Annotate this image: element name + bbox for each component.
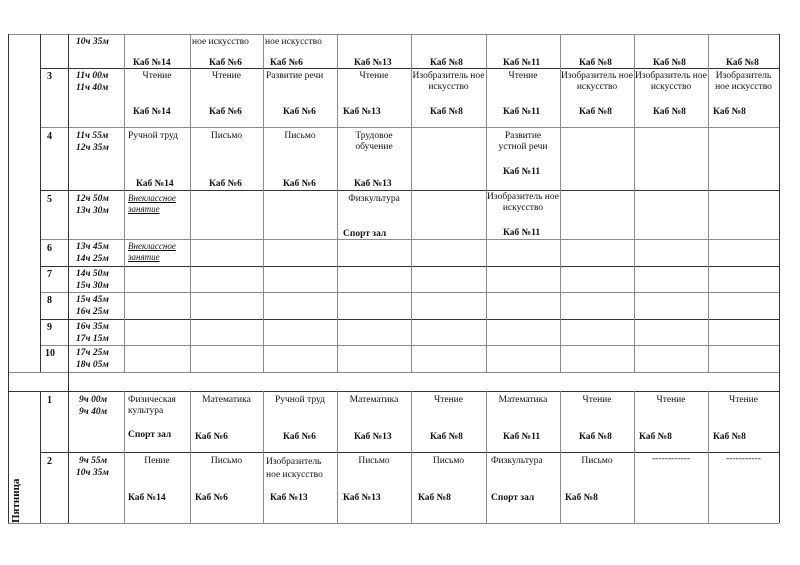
room-label: Каб №6 (283, 432, 316, 442)
subject-label: Письмо (432, 456, 465, 466)
lesson-time: 17ч 15м (76, 334, 109, 344)
row-divider (40, 190, 779, 191)
lesson-time: 9ч 40м (79, 407, 108, 417)
room-label: Каб №8 (430, 107, 463, 117)
lesson-time: 11ч 55м (76, 131, 109, 141)
subject-label: Трудовое обучение (355, 131, 393, 152)
subject-label: Чтение (359, 71, 389, 81)
lesson-number: 9 (47, 322, 52, 333)
subject-label: Чтение (434, 395, 463, 405)
lesson-number: 8 (47, 295, 52, 306)
subject-label: Развитие речи (266, 71, 324, 81)
subject-label: Письмо (284, 131, 316, 141)
lesson-time: 11ч 00м (76, 71, 109, 81)
subject-label: Чтение (582, 395, 612, 405)
subject-label: Письмо (581, 456, 613, 466)
subject-label: Письмо (210, 456, 243, 466)
column-divider (486, 391, 487, 523)
subject-label: Ручной труд (128, 131, 178, 141)
lesson-time: 16ч 35м (76, 322, 109, 332)
subject-label: Развитие устной речи (498, 131, 548, 152)
room-label: Каб №8 (713, 107, 746, 117)
subject-label: Математика (498, 395, 548, 405)
room-label: Каб №8 (565, 493, 598, 503)
lesson-time: 12ч 50м (76, 194, 109, 204)
room-label: Спорт зал (128, 430, 172, 440)
room-label: Каб №6 (270, 58, 303, 68)
subject-label: Изобразитель ное искусство (561, 71, 633, 92)
lesson-time: 13ч 30м (76, 206, 109, 216)
lesson-time: 16ч 25м (76, 307, 109, 317)
room-label: Каб №13 (354, 179, 392, 189)
lesson-number: 4 (47, 131, 52, 142)
column-divider (68, 34, 69, 523)
room-label: Каб №13 (354, 432, 392, 442)
column-divider (8, 34, 9, 523)
column-divider (40, 391, 41, 523)
column-divider (190, 34, 191, 372)
column-divider (40, 34, 41, 372)
lesson-time: 10ч 35м (76, 468, 109, 478)
subject-label: Изобразитель ное искусство (487, 192, 559, 213)
row-divider (40, 319, 779, 320)
room-label: Каб №14 (128, 493, 166, 503)
lesson-number: 2 (47, 456, 52, 467)
lesson-time: 10ч 35м (76, 37, 109, 47)
room-label: Каб №6 (209, 58, 242, 68)
subject-label: Изобразитель ное искусство (715, 71, 772, 92)
lesson-number: 3 (47, 71, 52, 82)
room-label: Каб №14 (133, 107, 171, 117)
lesson-number: 5 (47, 194, 52, 205)
room-label: Каб №8 (713, 432, 746, 442)
room-label: Каб №8 (579, 432, 612, 442)
row-divider (40, 266, 779, 267)
subject-label: Математика (349, 395, 399, 405)
lesson-time: 9ч 00м (79, 395, 108, 405)
room-label: Каб №11 (503, 107, 541, 117)
room-label: Каб №6 (209, 107, 242, 117)
room-label: Каб №6 (283, 179, 316, 189)
lesson-time: 13ч 45м (76, 242, 109, 252)
room-label: Каб №11 (503, 432, 541, 442)
room-label: Каб №8 (653, 107, 686, 117)
room-label: Каб №8 (579, 58, 612, 68)
row-divider (40, 127, 779, 128)
subject-label: Изобразитель ное искусство (266, 457, 323, 480)
subject-label: Внеклассное занятие (128, 241, 176, 262)
room-label: Каб №14 (133, 58, 171, 68)
subject-label: Чтение (142, 71, 172, 81)
room-label: Каб №13 (270, 493, 308, 503)
subject-label: Письмо (210, 131, 243, 141)
subject-label: Пение (144, 456, 170, 466)
column-divider (263, 391, 264, 523)
lesson-number: 1 (47, 395, 52, 406)
subject-label: Чтение (508, 71, 538, 81)
subject-label: Изобразитель ное искусство (412, 71, 485, 92)
row-divider (40, 345, 779, 346)
lesson-time: 9ч 55м (79, 456, 108, 466)
column-divider (124, 34, 125, 372)
column-divider (779, 34, 780, 523)
lesson-time: 15ч 45м (76, 295, 109, 305)
room-label: Каб №8 (653, 58, 686, 68)
subject-label: Письмо (358, 456, 390, 466)
room-label: Каб №8 (430, 432, 463, 442)
subject-label: Чтение (212, 71, 241, 81)
room-label: Каб №11 (503, 228, 541, 238)
room-label: Каб №13 (343, 107, 381, 117)
subject-label: Математика (202, 395, 251, 405)
subject-label: Чтение (729, 395, 758, 405)
subject-label: Физкультура (348, 194, 400, 204)
subject-label: Внеклассное занятие (128, 193, 176, 214)
lesson-time: 14ч 50м (76, 269, 109, 279)
room-label: Каб №14 (136, 179, 174, 189)
subject-label: Изобразитель ное искусство (635, 71, 707, 92)
room-label: Каб №6 (283, 107, 316, 117)
room-label: Спорт зал (343, 229, 387, 239)
room-label: Каб №8 (430, 58, 463, 68)
lesson-time: 17ч 25м (76, 348, 109, 358)
subject-label: ное искусство (265, 37, 322, 47)
room-label: Каб №8 (726, 58, 759, 68)
room-label: Каб №13 (343, 493, 381, 503)
subject-label: Чтение (656, 395, 686, 405)
row-divider (40, 239, 779, 240)
room-label: Каб №6 (195, 432, 228, 442)
room-label: Каб №6 (195, 493, 228, 503)
row-divider (8, 523, 779, 524)
row-divider (8, 372, 779, 373)
row-divider (40, 292, 779, 293)
subject-label: Ручной труд (275, 395, 325, 405)
subject-label: Физическая культура (128, 395, 176, 416)
room-label: Каб №8 (639, 432, 672, 442)
day-label: Пятница (10, 478, 22, 523)
room-label: Каб №11 (503, 58, 541, 68)
lesson-time: 18ч 05м (76, 360, 109, 370)
room-label: Спорт зал (491, 493, 535, 503)
room-label: Каб №13 (354, 58, 392, 68)
empty-dash: ----------- (726, 454, 761, 464)
subject-label: ное искусство (192, 37, 249, 47)
room-label: Каб №11 (503, 167, 541, 177)
lesson-number: 7 (47, 269, 52, 280)
lesson-time: 11ч 40м (76, 83, 109, 93)
room-label: Каб №8 (579, 107, 612, 117)
lesson-number: 6 (47, 243, 52, 254)
lesson-time: 14ч 25м (76, 254, 109, 264)
row-divider (40, 452, 779, 453)
empty-dash: ------------ (652, 454, 690, 464)
column-divider (263, 34, 264, 372)
lesson-number: 10 (45, 348, 55, 359)
subject-label: Физкультура (491, 456, 543, 466)
lesson-time: 12ч 35м (76, 143, 109, 153)
lesson-time: 15ч 30м (76, 281, 109, 291)
room-label: Каб №8 (418, 493, 451, 503)
room-label: Каб №6 (209, 179, 242, 189)
